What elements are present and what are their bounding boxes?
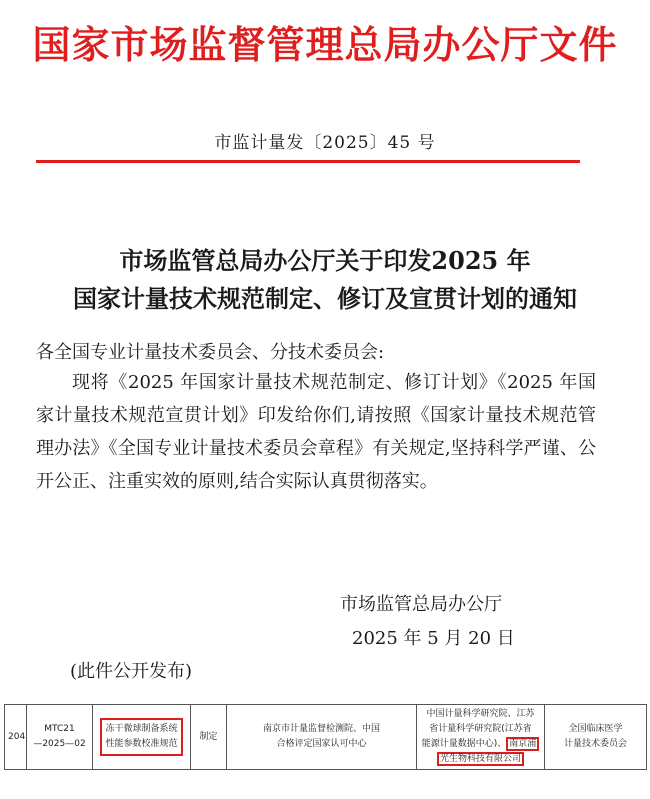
- highlighted-participant-part-2: 光生物科技有限公司: [437, 752, 524, 766]
- issuer-signature: 市场监管总局办公厅: [340, 594, 502, 615]
- participants-line-1: 中国计量科学研究院、江苏: [426, 709, 535, 719]
- red-divider-line: [36, 160, 580, 163]
- highlighted-participant-part-1: 南京浦: [506, 737, 539, 751]
- masthead: 国家市场监督管理总局办公厅文件: [32, 23, 618, 67]
- project-name-cell: [93, 705, 191, 770]
- project-type-cell: 制定: [191, 705, 227, 770]
- plan-table-excerpt: [4, 704, 647, 770]
- participants-line-3: [420, 737, 541, 752]
- public-release-note: (此件公开发布): [70, 661, 193, 682]
- participants-line-3a: 能源计量数据中心)、: [421, 739, 507, 749]
- project-code-line-2: —2025—02: [33, 739, 86, 749]
- table-row: [5, 705, 647, 770]
- participants-line-4: [420, 752, 541, 767]
- highlighted-project-name: [100, 718, 182, 756]
- participants-line-2: 省计量科学研究院(江苏省: [429, 724, 532, 734]
- drafting-units-line-1: 南京市计量监督检测院、中国: [262, 724, 380, 734]
- committee-line-2: 计量技术委员会: [563, 739, 627, 749]
- row-index: 204: [5, 705, 27, 770]
- issue-date: 2025 年 5 月 20 日: [352, 628, 515, 649]
- notice-title-line-2: 国家计量技术规范制定、修订及宣贯计划的通知: [73, 284, 577, 313]
- project-code-line-1: MTC21: [44, 724, 75, 734]
- participating-units-cell: [417, 705, 545, 770]
- project-name-line-2: 性能参数校准规范: [105, 739, 178, 749]
- drafting-units-cell: [227, 705, 417, 770]
- project-name-line-1: 冻干微球制备系统: [105, 724, 178, 734]
- document-number: 市监计量发〔2025〕45 号: [214, 133, 436, 153]
- project-code-cell: [27, 705, 93, 770]
- committee-cell: [545, 705, 647, 770]
- notice-title-line-1: 市场监管总局办公厅关于印发2025 年: [119, 246, 531, 275]
- body-paragraph: 现将《2025 年国家计量技术规范制定、修订计划》《2025 年国家计量技术规范宣贯计划》印发给你们,请按照《国家计量技术规范管理办法》《全国专业计量技术委员会章程》有关规定,坚持科学严谨、公开公正、注重实效的原则,结合实际认真贯彻落实。: [36, 372, 596, 492]
- salutation: 各全国专业计量技术委员会、分技术委员会:: [36, 342, 385, 363]
- committee-line-1: 全国临床医学: [568, 724, 623, 734]
- drafting-units-line-2: 合格评定国家认可中心: [276, 739, 367, 749]
